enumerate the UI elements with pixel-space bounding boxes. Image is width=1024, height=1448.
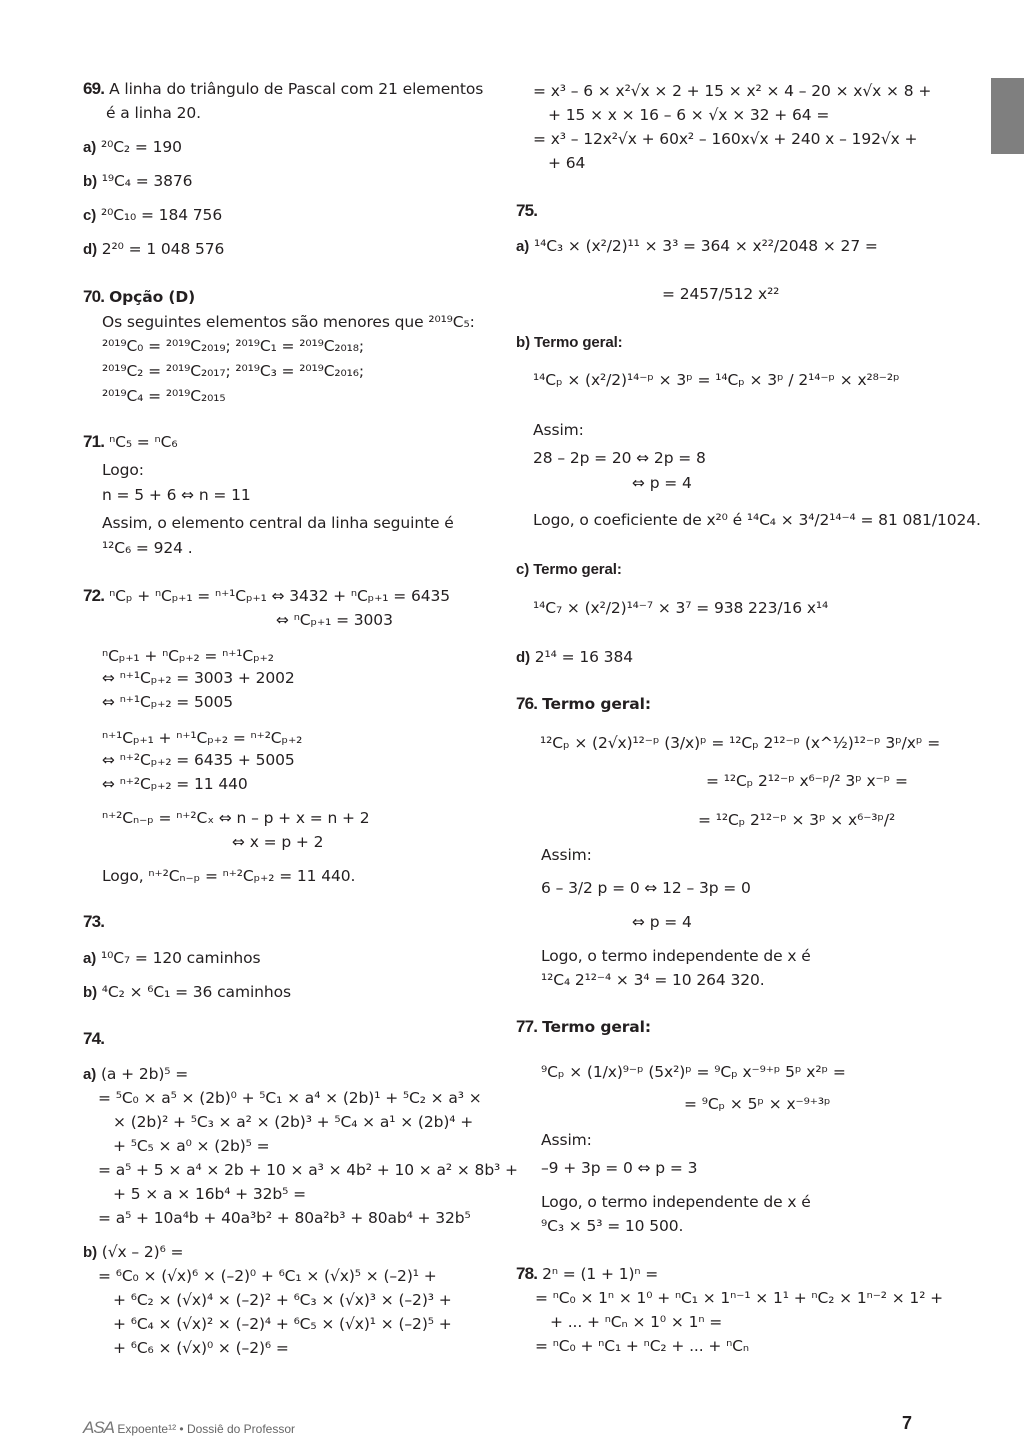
left-line	[102, 774, 248, 794]
math-text: ²⁰C₁₀ = 184 756	[100, 206, 223, 224]
left-line	[102, 866, 355, 886]
math-text: ⇔ ⁿ⁺¹Cₚ₊₂ = 3003 + 2002	[102, 669, 295, 687]
math-text: ¹⁹C₄ = 3876	[101, 172, 193, 190]
left-line	[113, 1290, 452, 1310]
math-text: ²⁰¹⁹C₂ = ²⁰¹⁹C₂₀₁₇; ²⁰¹⁹C₃ = ²⁰¹⁹C₂₀₁₆;	[102, 362, 364, 380]
left-line	[102, 668, 295, 688]
math-text: ¹²C₄ 2¹²⁻⁴ × 3⁴ = 10 264 320.	[541, 971, 765, 989]
math-text: = ¹²Cₚ 2¹²⁻ᵖ × 3ᵖ × x⁶⁻³ᵖ/²	[698, 811, 896, 829]
left-line	[102, 312, 475, 332]
right-line	[533, 598, 828, 618]
left-line	[102, 460, 144, 480]
math-text: ⇔ x = p + 2	[232, 833, 324, 851]
left-line	[102, 386, 225, 406]
left-line	[83, 912, 104, 932]
left-line	[102, 485, 251, 505]
exercise-number: 72.	[83, 586, 105, 605]
right-line	[533, 370, 900, 390]
math-text: ⁿ⁺¹Cₚ₊₁ + ⁿ⁺¹Cₚ₊₂ = ⁿ⁺²Cₚ₊₂	[102, 729, 303, 747]
right-line	[516, 201, 537, 221]
right-line	[541, 878, 751, 898]
left-line	[83, 205, 222, 226]
left-line	[83, 137, 182, 158]
footer-brand	[83, 1418, 295, 1438]
exercise-number: 76.	[516, 694, 538, 713]
math-text: = a⁵ + 5 × a⁴ × 2b + 10 × a³ × 4b² + 10 × a² × 8b³ +	[98, 1161, 518, 1179]
left-line	[113, 1136, 269, 1156]
math-text: ⇔ p = 4	[632, 474, 692, 492]
exercise-number: 70.	[83, 287, 105, 306]
item-heading: c) Termo geral:	[516, 561, 622, 578]
footer-text: Expoente¹² • Dossiê do Professor	[117, 1422, 295, 1436]
math-text: = x³ – 6 × x²√x × 2 + 15 × x² × 4 – 20 × x√x × 8 +	[533, 82, 932, 100]
right-line	[706, 771, 908, 791]
math-text: 6 – 3/2 p = 0 ⇔ 12 – 3p = 0	[541, 879, 751, 897]
math-text: + 64	[548, 154, 586, 172]
left-line	[83, 948, 261, 969]
left-line	[113, 1184, 306, 1204]
math-text: Os seguintes elementos são menores que ²⁰¹⁹C₅:	[102, 313, 475, 331]
right-line	[548, 105, 829, 125]
left-line	[102, 336, 364, 356]
math-text: Assim:	[541, 1131, 592, 1149]
math-text: ¹⁴C₃ × (x²/2)¹¹ × 3³ = 364 × x²²/2048 × 27 =	[533, 237, 878, 255]
math-text: é a linha 20.	[106, 104, 201, 122]
math-text: + ⁵C₅ × a⁰ × (2b)⁵ =	[113, 1137, 270, 1155]
exercise-number: 78.	[516, 1264, 538, 1283]
math-text: ⁹C₃ × 5³ = 10 500.	[541, 1217, 684, 1235]
left-line	[83, 287, 195, 307]
math-text: = ⁹Cₚ × 5ᵖ × x⁻⁹⁺³ᵖ	[684, 1095, 831, 1113]
math-text: ⁿ⁺²Cₙ₋ₚ = ⁿ⁺²Cₓ ⇔ n – p + x = n + 2	[102, 809, 370, 827]
left-line	[98, 1088, 482, 1108]
right-line	[516, 1264, 658, 1284]
right-line	[541, 1192, 811, 1212]
math-text: = ⁵C₀ × a⁵ × (2b)⁰ + ⁵C₁ × a⁴ × (2b)¹ + ⁵C₂ × a³ ×	[98, 1089, 482, 1107]
math-text: = ⁶C₀ × (√x)⁶ × (–2)⁰ + ⁶C₁ × (√x)⁵ × (–2)¹ +	[98, 1267, 437, 1285]
right-line	[541, 970, 765, 990]
side-tab-marker	[991, 78, 1024, 154]
math-text: ¹⁰C₇ = 120 caminhos	[100, 949, 261, 967]
left-line	[83, 586, 450, 606]
right-line	[516, 1017, 651, 1037]
item-label: c)	[83, 207, 97, 224]
exercise-number: 77.	[516, 1017, 538, 1036]
right-line	[541, 1062, 846, 1082]
right-line	[541, 1130, 592, 1150]
math-text: 2²⁰ = 1 048 576	[101, 240, 225, 258]
left-line	[83, 1029, 104, 1049]
left-line	[98, 1208, 471, 1228]
math-text: Logo, o termo independente de x é	[541, 947, 811, 965]
right-line	[533, 81, 931, 101]
right-line	[541, 946, 811, 966]
right-line	[541, 1158, 697, 1178]
item-label: a)	[83, 950, 97, 967]
math-text: Logo, o coeficiente de x²⁰ é ¹⁴C₄ × 3⁴/2¹⁴⁻⁴ = 81 081/1024.	[533, 511, 981, 529]
left-line	[232, 832, 323, 852]
math-text: + ... + ⁿCₙ × 1⁰ × 1ⁿ =	[550, 1313, 723, 1331]
math-text: ²⁰C₂ = 190	[100, 138, 182, 156]
math-text: Assim:	[541, 846, 592, 864]
right-line	[516, 647, 633, 668]
right-line	[533, 510, 981, 530]
math-text: 28 – 2p = 20 ⇔ 2p = 8	[533, 449, 706, 467]
math-text: + ⁶C₆ × (√x)⁰ × (–2)⁶ =	[113, 1339, 289, 1357]
right-line	[548, 153, 585, 173]
heading-text: Termo geral:	[542, 1018, 651, 1036]
publisher-logo: ASA	[83, 1418, 115, 1437]
left-line	[98, 1160, 518, 1180]
math-text: Logo, ⁿ⁺²Cₙ₋ₚ = ⁿ⁺²Cₚ₊₂ = 11 440.	[102, 867, 356, 885]
math-text: = ⁿC₀ + ⁿC₁ + ⁿC₂ + ... + ⁿCₙ	[535, 1337, 749, 1355]
right-line	[550, 1312, 722, 1332]
math-text: ⁹Cₚ × (1/x)⁹⁻ᵖ (5x²)ᵖ = ⁹Cₚ x⁻⁹⁺ᵖ 5ᵖ x²ᵖ =	[541, 1063, 846, 1081]
page-number: 7	[902, 1413, 913, 1433]
left-line	[102, 646, 274, 666]
math-text: (a + 2b)⁵ =	[100, 1065, 189, 1083]
left-line	[102, 361, 364, 381]
exercise-number: 74.	[83, 1029, 105, 1048]
math-text: ¹²Cₚ × (2√x)¹²⁻ᵖ (3/x)ᵖ = ¹²Cₚ 2¹²⁻ᵖ (x^½)¹²⁻ᵖ 3ᵖ/xᵖ =	[540, 734, 941, 752]
left-line	[102, 538, 193, 558]
left-line	[83, 982, 291, 1003]
right-line	[632, 473, 692, 493]
math-text: ¹⁴Cₚ × (x²/2)¹⁴⁻ᵖ × 3ᵖ = ¹⁴Cₚ × 3ᵖ / 2¹⁴⁻ᵖ × x²⁸⁻²ᵖ	[533, 371, 900, 389]
right-line	[533, 420, 584, 440]
math-text: + 5 × a × 16b⁴ + 32b⁵ =	[113, 1185, 306, 1203]
math-text: –9 + 3p = 0 ⇔ p = 3	[541, 1159, 698, 1177]
item-label: b)	[83, 984, 97, 1001]
item-label: b)	[83, 1244, 97, 1261]
math-text: ⁿC₅ = ⁿC₆	[109, 433, 178, 451]
math-text: A linha do triângulo de Pascal com 21 elementos	[109, 80, 484, 98]
right-line	[662, 284, 779, 304]
math-text: ⇔ ⁿ⁺¹Cₚ₊₂ = 5005	[102, 693, 234, 711]
exercise-number: 75.	[516, 201, 538, 220]
item-label: b)	[83, 173, 97, 190]
left-line	[83, 239, 224, 260]
left-line	[83, 79, 483, 99]
math-text: ⇔ ⁿCₚ₊₁ = 3003	[276, 611, 393, 629]
right-line	[516, 694, 651, 714]
right-line	[535, 1336, 749, 1356]
math-text: 2ⁿ = (1 + 1)ⁿ =	[542, 1265, 659, 1283]
math-text: Logo:	[102, 461, 144, 479]
math-text: + ⁶C₂ × (√x)⁴ × (–2)² + ⁶C₃ × (√x)³ × (–2)³ +	[113, 1291, 452, 1309]
left-line	[113, 1314, 452, 1334]
right-line	[533, 129, 917, 149]
right-line	[535, 1288, 943, 1308]
item-label: d)	[516, 649, 530, 666]
right-line	[541, 1216, 683, 1236]
math-text: ¹²C₆ = 924 .	[102, 539, 193, 557]
math-text: × (2b)² + ⁵C₃ × a² × (2b)³ + ⁵C₄ × a¹ × (2b)⁴ +	[113, 1113, 474, 1131]
right-line	[632, 912, 692, 932]
math-text: ⇔ p = 4	[632, 913, 692, 931]
math-text: ²⁰¹⁹C₄ = ²⁰¹⁹C₂₀₁₅	[102, 387, 226, 405]
math-text: = ⁿC₀ × 1ⁿ × 1⁰ + ⁿC₁ × 1ⁿ⁻¹ × 1¹ + ⁿC₂ × 1ⁿ⁻² × 1² +	[535, 1289, 944, 1307]
item-label: d)	[83, 241, 97, 258]
math-text: (√x – 2)⁶ =	[101, 1243, 184, 1261]
heading-text: Opção (D)	[109, 288, 196, 306]
left-line	[83, 171, 192, 192]
math-text: = x³ – 12x²√x + 60x² – 160x√x + 240 x – 192√x +	[533, 130, 918, 148]
left-line	[102, 750, 295, 770]
right-line	[516, 332, 623, 353]
math-text: = 2457/512 x²²	[662, 285, 780, 303]
math-text: Assim:	[533, 421, 584, 439]
item-heading: b) Termo geral:	[516, 334, 623, 351]
math-text: = a⁵ + 10a⁴b + 40a³b² + 80a²b³ + 80ab⁴ + 32b⁵	[98, 1209, 471, 1227]
left-line	[102, 728, 302, 748]
exercise-number: 73.	[83, 912, 105, 931]
right-line	[516, 236, 878, 257]
right-line	[684, 1094, 830, 1114]
math-text: Logo, o termo independente de x é	[541, 1193, 811, 1211]
math-text: 2¹⁴ = 16 384	[534, 648, 633, 666]
left-line	[102, 513, 454, 533]
item-label: a)	[83, 1066, 97, 1083]
heading-text: Termo geral:	[542, 695, 651, 713]
left-line	[113, 1338, 289, 1358]
math-text: Assim, o elemento central da linha seguinte é	[102, 514, 454, 532]
item-label: a)	[83, 139, 97, 156]
item-label: a)	[516, 238, 530, 255]
right-line	[698, 810, 895, 830]
left-line	[98, 1266, 437, 1286]
left-line	[276, 610, 393, 630]
math-text: ⁿCₚ₊₁ + ⁿCₚ₊₂ = ⁿ⁺¹Cₚ₊₂	[102, 647, 274, 665]
math-text: + ⁶C₄ × (√x)² × (–2)⁴ + ⁶C₅ × (√x)¹ × (–2)⁵ +	[113, 1315, 452, 1333]
math-text: ¹⁴C₇ × (x²/2)¹⁴⁻⁷ × 3⁷ = 938 223/16 x¹⁴	[533, 599, 829, 617]
right-line	[516, 559, 622, 580]
exercise-number: 69.	[83, 79, 105, 98]
math-text: ⁿCₚ + ⁿCₚ₊₁ = ⁿ⁺¹Cₚ₊₁ ⇔ 3432 + ⁿCₚ₊₁ = 6435	[109, 587, 450, 605]
left-line	[106, 103, 201, 123]
left-line	[83, 432, 177, 452]
math-text: + 15 × x × 16 – 6 × √x × 32 + 64 =	[548, 106, 830, 124]
left-line	[113, 1112, 473, 1132]
left-line	[83, 1242, 183, 1263]
left-line	[102, 808, 370, 828]
math-text: ⁴C₂ × ⁶C₁ = 36 caminhos	[101, 983, 291, 1001]
left-line	[83, 1064, 188, 1085]
exercise-number: 71.	[83, 432, 105, 451]
right-line	[541, 845, 592, 865]
math-text: ⇔ ⁿ⁺²Cₚ₊₂ = 11 440	[102, 775, 248, 793]
math-text: ⇔ ⁿ⁺²Cₚ₊₂ = 6435 + 5005	[102, 751, 295, 769]
left-line	[102, 692, 233, 712]
math-text: = ¹²Cₚ 2¹²⁻ᵖ x⁶⁻ᵖ/² 3ᵖ x⁻ᵖ =	[706, 772, 908, 790]
math-text: ²⁰¹⁹C₀ = ²⁰¹⁹C₂₀₁₉; ²⁰¹⁹C₁ = ²⁰¹⁹C₂₀₁₈;	[102, 337, 364, 355]
right-line	[533, 448, 706, 468]
math-text: n = 5 + 6 ⇔ n = 11	[102, 486, 251, 504]
right-line	[540, 733, 940, 753]
